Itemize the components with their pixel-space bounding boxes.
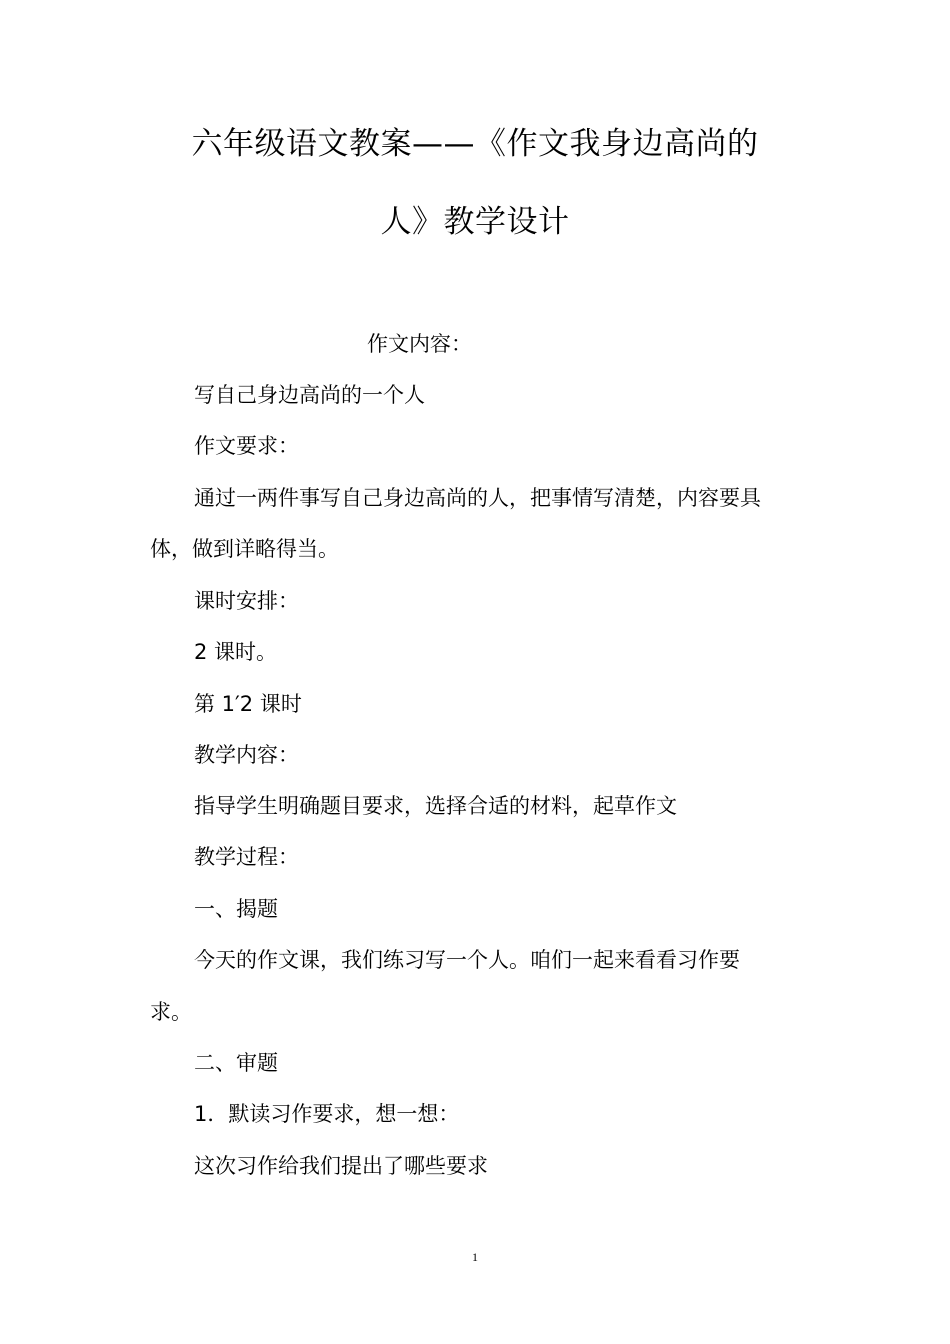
- paragraph-line: 2 课时。: [194, 640, 278, 664]
- lesson-number: 第 1′2 课时: [194, 692, 302, 716]
- section-heading-requirements: 作文要求：: [194, 434, 299, 458]
- section-heading-content: 教学内容：: [194, 743, 299, 767]
- paragraph-line: 通过一两件事写自己身边高尚的人，把事情写清楚，内容要具: [194, 486, 761, 510]
- paragraph-line: 今天的作文课，我们练习写一个人。咱们一起来看看习作要: [194, 948, 740, 972]
- paragraph-line: 写自己身边高尚的一个人: [194, 383, 425, 407]
- step-heading: 一、揭题: [194, 897, 278, 921]
- content-heading: 作文内容：: [367, 332, 472, 356]
- section-heading-process: 教学过程：: [194, 845, 299, 869]
- paragraph-line: 这次习作给我们提出了哪些要求: [194, 1154, 488, 1178]
- step-heading: 二、审题: [194, 1051, 278, 1075]
- numbered-item: 1．默读习作要求，想一想：: [194, 1102, 460, 1126]
- paragraph-line-continued: 求。: [150, 1000, 192, 1024]
- page-number: 1: [472, 1250, 478, 1264]
- document-title-line-1: 六年级语文教案——《作文我身边高尚的: [191, 126, 759, 162]
- paragraph-line-continued: 体，做到详略得当。: [150, 537, 339, 561]
- document-title-line-2: 人》教学设计: [380, 204, 570, 240]
- paragraph-line: 指导学生明确题目要求，选择合适的材料，起草作文: [194, 794, 677, 818]
- section-heading-schedule: 课时安排：: [194, 589, 299, 613]
